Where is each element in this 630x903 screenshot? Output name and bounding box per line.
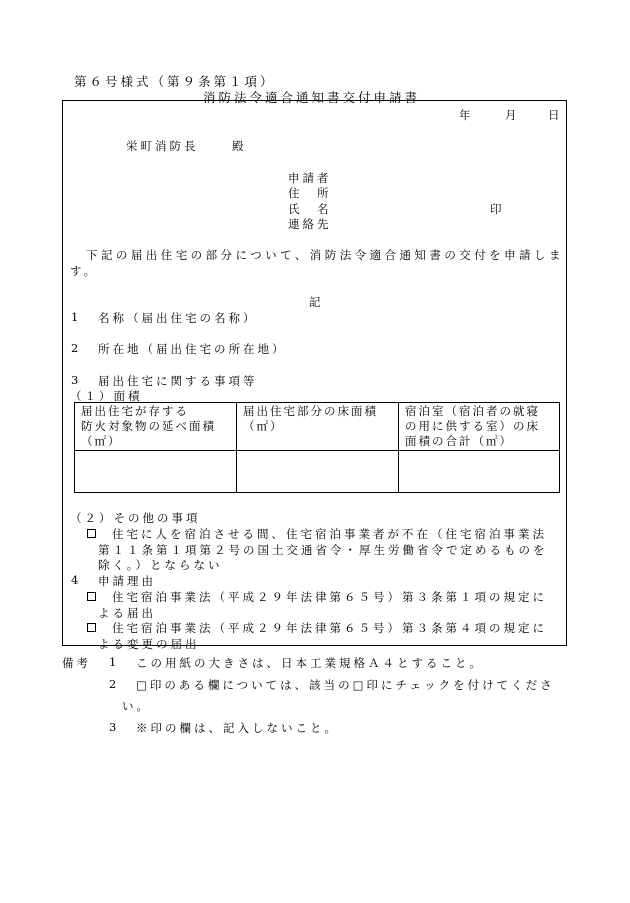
addressee-name: 栄町消防長 xyxy=(126,139,199,153)
checkbox-icon xyxy=(87,623,96,632)
addressee-honorific: 殿 xyxy=(232,139,244,153)
applicant-address-label: 住 所 xyxy=(288,186,332,200)
header-text-line: （㎡） xyxy=(81,434,122,448)
note1-number: 1 xyxy=(109,655,117,669)
applicant-heading: 申請者 xyxy=(288,171,332,185)
unattended-checkbox[interactable] xyxy=(87,526,96,540)
applicant-contact-label: 連絡先 xyxy=(288,217,332,231)
header-text-line: （㎡） xyxy=(243,419,284,433)
area-table xyxy=(74,402,560,493)
item2-text: 所在地（届出住宅の所在地） xyxy=(98,342,287,356)
reason1-checkbox[interactable] xyxy=(87,589,96,603)
subsection2-heading: （２）その他の事項 xyxy=(70,511,201,525)
unattended-text-line3: 除く。）とならない xyxy=(98,558,223,572)
header-text-line: 防火対象物の延べ面積 xyxy=(81,419,216,433)
reason2-text-line1: 住宅宿泊事業法（平成２９年法律第６５号）第３条第４項の規定に xyxy=(112,621,547,635)
area-table-header-cell xyxy=(237,403,399,451)
item1-number: 1 xyxy=(71,310,79,324)
intro-text-line1: 下記の届出住宅の部分について、消防法令適合通知書の交付を申請しま xyxy=(86,248,564,262)
area-table-input-row xyxy=(75,451,560,493)
header-text-line: 宿泊室（宿泊者の就寝 xyxy=(405,404,540,418)
item1-text: 名称（届出住宅の名称） xyxy=(98,311,258,325)
remarks-label: 備考 xyxy=(62,656,91,670)
date-month-label: 月 xyxy=(505,108,517,122)
header-text-line: の用に供する室）の床 xyxy=(405,419,540,433)
item4-number: 4 xyxy=(71,573,79,587)
guestroom-floor-area-input[interactable] xyxy=(399,451,560,493)
area-table-header-row xyxy=(75,403,560,451)
item3-number: 3 xyxy=(71,373,79,387)
intro-text-line2: す。 xyxy=(70,264,99,278)
header-text-line: 届出住宅部分の床面積 xyxy=(243,404,378,418)
header-text-line: 面積の合計（㎡） xyxy=(405,434,513,448)
note2-number: 2 xyxy=(109,677,117,691)
total-floor-area-input[interactable] xyxy=(75,451,237,493)
form-number-label: 第６号様式（第９条第１項） xyxy=(74,74,276,89)
note3-number: 3 xyxy=(109,720,117,734)
area-table-header-cell xyxy=(75,403,237,451)
subsection1-heading: （１）面積 xyxy=(70,389,143,403)
item2-number: 2 xyxy=(71,341,79,355)
note2-text-line1: □印のある欄については、該当の□印にチェックを付けてくださ xyxy=(136,678,555,692)
area-table-header-cell xyxy=(399,403,560,451)
note3-text: ※印の欄は、記入しないこと。 xyxy=(136,721,339,735)
seal-mark: 印 xyxy=(490,202,502,216)
reason2-checkbox[interactable] xyxy=(87,620,96,634)
unattended-text-line2: 第１１条第１項第２号の国土交通省令・厚生労働省令で定めるものを xyxy=(98,543,548,557)
item4-text: 申請理由 xyxy=(98,574,156,588)
unattended-text-line1: 住宅に人を宿泊させる間、住宅宿泊事業者が不在（住宅宿泊事業法 xyxy=(112,527,547,541)
ki-heading: 記 xyxy=(309,295,321,309)
reason1-text-line2: よる届出 xyxy=(98,606,156,620)
note2-text-line2: い。 xyxy=(122,699,151,713)
date-day-label: 日 xyxy=(548,108,560,122)
checkbox-icon xyxy=(87,592,96,601)
housing-floor-area-input[interactable] xyxy=(237,451,399,493)
item3-text: 届出住宅に関する事項等 xyxy=(98,374,258,388)
reason2-text-line2: よる変更の届出 xyxy=(98,637,200,651)
header-text-line: 届出住宅が存する xyxy=(81,404,189,418)
checkbox-icon xyxy=(87,529,96,538)
reason1-text-line1: 住宅宿泊事業法（平成２９年法律第６５号）第３条第１項の規定に xyxy=(112,590,547,604)
applicant-name-label: 氏 名 xyxy=(288,202,332,216)
document-title: 消防法令適合通知書交付申請書 xyxy=(203,90,421,105)
note1-text: この用紙の大きさは、日本工業規格Ａ４とすること。 xyxy=(136,656,484,670)
date-year-label: 年 xyxy=(459,108,471,122)
